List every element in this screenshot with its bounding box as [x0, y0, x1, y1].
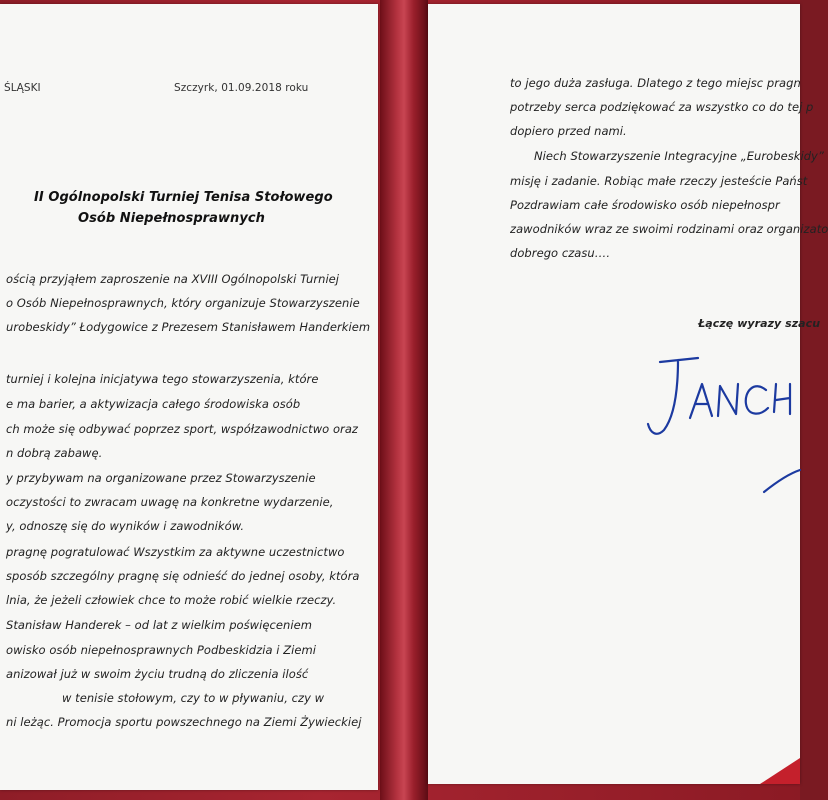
red-corner-ribbon	[760, 758, 800, 784]
body-line: lnia, że jeżeli człowiek chce to może robić wielkie rzeczy.	[6, 593, 337, 607]
body-line: to jego duża zasługa. Dlatego z tego miejsc pragn	[510, 76, 801, 90]
folder-spine	[380, 0, 428, 800]
handwritten-signature	[428, 344, 800, 524]
body-line: o Osób Niepełnosprawnych, który organizuje Stowarzyszenie	[6, 296, 360, 310]
title-line-2: Osób Niepełnosprawnych	[78, 211, 265, 226]
body-line: pragnę pogratulować Wszystkim za aktywne uczestnictwo	[6, 545, 345, 559]
left-page	[0, 4, 378, 790]
body-line: ch może się odbywać poprzez sport, współzawodnictwo oraz	[6, 422, 359, 436]
body-line: dopiero przed nami.	[510, 124, 627, 138]
body-line: Stanisław Handerek – od lat z wielkim poświęceniem	[6, 618, 312, 632]
body-line: e ma barier, a aktywizacja całego środowiska osób	[6, 397, 301, 411]
body-line: zawodników wraz ze swoimi rodzinami oraz organizato	[510, 222, 828, 236]
body-line: oczystości to zwracam uwagę na konkretne wydarzenie,	[6, 495, 334, 509]
right-page	[428, 4, 828, 784]
body-line: n dobrą zabawę.	[6, 446, 103, 460]
body-line: misję i zadanie. Robiąc małe rzeczy jesteście Państ	[510, 174, 808, 188]
body-line: anizował już w swoim życiu trudną do zliczenia ilość	[6, 667, 309, 681]
header-place-date: Szczyrk, 01.09.2018 roku	[174, 82, 309, 94]
body-line: sposób szczególny pragnę się odnieść do jednej osoby, która	[6, 569, 360, 583]
body-line: y, odnoszę się do wyników i zawodników.	[6, 519, 245, 533]
body-line: turniej i kolejna inicjatywa tego stowarzyszenia, które	[6, 372, 319, 386]
body-line: ni leżąc. Promocja sportu powszechnego na Ziemi Żywieckiej	[6, 715, 362, 729]
body-line: dobrego czasu….	[510, 246, 611, 260]
body-line: potrzeby serca podziękować za wszystko co do tej p	[510, 100, 814, 114]
body-line: Niech Stowarzyszenie Integracyjne „Eurobeskidy”	[534, 149, 824, 163]
title-line-1: II Ogólnopolski Turniej Tenisa Stołowego	[34, 190, 333, 205]
header-organization: ŚLĄSKI	[4, 82, 41, 94]
body-line: w tenisie stołowym, czy to w pływaniu, czy w	[62, 691, 325, 705]
body-line: owisko osób niepełnosprawnych Podbeskidzia i Ziemi	[6, 643, 317, 657]
body-line: Pozdrawiam całe środowisko osób niepełnospr	[510, 198, 780, 212]
body-line: y przybywam na organizowane przez Stowarzyszenie	[6, 471, 316, 485]
body-line: ością przyjąłem zaproszenie na XVIII Ogólnopolski Turniej	[6, 272, 340, 286]
closing-text: Łączę wyrazy szacu	[698, 317, 821, 330]
body-line: urobeskidy” Łodygowice z Prezesem Stanisławem Handerkiem	[6, 320, 371, 334]
